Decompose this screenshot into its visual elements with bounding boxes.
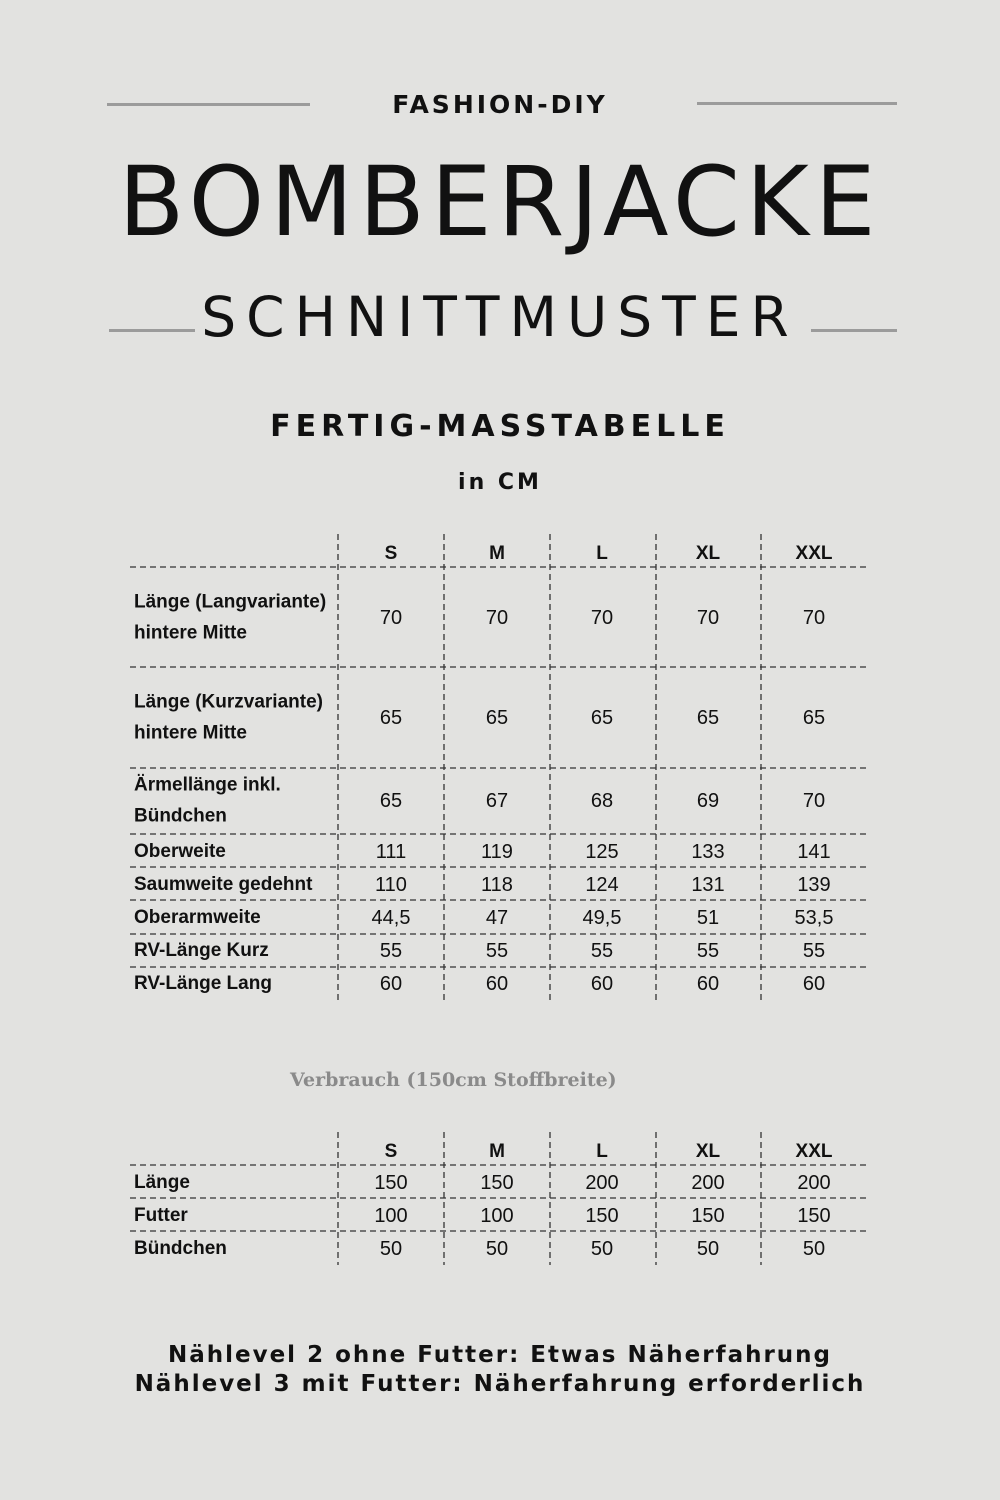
sewing-level-line-2: Nählevel 3 mit Futter: Näherfahrung erforderlich — [134, 1371, 866, 1397]
cell-value: 150 — [797, 1205, 831, 1227]
cell-value: 50 — [590, 1238, 614, 1260]
cell-value: 65 — [485, 707, 509, 729]
cell-value: 200 — [797, 1172, 831, 1194]
cell-value: 70 — [696, 607, 720, 629]
cell-value: 70 — [802, 607, 826, 629]
cell-value: 69 — [696, 790, 720, 812]
cell-value: 50 — [485, 1238, 509, 1260]
cell-value: 133 — [691, 841, 725, 863]
cell-value: 65 — [802, 707, 826, 729]
cell-value: 111 — [375, 841, 407, 863]
row-label: Ärmellänge inkl. — [134, 774, 281, 796]
cell-value: 139 — [797, 874, 831, 896]
row-label: hintere Mitte — [134, 622, 247, 644]
row-label: Saumweite gedehnt — [134, 874, 313, 895]
cell-value: 60 — [696, 973, 720, 995]
cell-value: 70 — [802, 790, 826, 812]
page-subtitle: SCHNITTMUSTER — [201, 285, 799, 349]
cell-value: 55 — [802, 940, 826, 962]
size-header-l: L — [596, 1141, 608, 1162]
cell-value: 124 — [585, 874, 619, 896]
cell-value: 65 — [696, 707, 720, 729]
cell-value: 70 — [379, 607, 403, 629]
consumption-title: Verbrauch (150cm Stoffbreite) — [290, 1069, 617, 1091]
cell-value: 70 — [485, 607, 509, 629]
row-label: RV-Länge Lang — [134, 973, 272, 994]
size-header-xl: XL — [695, 543, 721, 564]
cell-value: 150 — [374, 1172, 408, 1194]
size-header-m: M — [489, 1141, 505, 1162]
cell-value: 141 — [797, 841, 831, 863]
size-header-xxl: XXL — [795, 1141, 833, 1162]
size-header-s: S — [384, 1141, 398, 1162]
cell-value: 67 — [485, 790, 509, 812]
cell-value: 70 — [590, 607, 614, 629]
size-header-l: L — [596, 543, 608, 564]
size-header-xl: XL — [695, 1141, 721, 1162]
unit-label: in CM — [458, 470, 542, 495]
cell-value: 60 — [379, 973, 403, 995]
row-label: hintere Mitte — [134, 722, 247, 744]
row-label: Bündchen — [134, 1238, 227, 1259]
cell-value: 119 — [481, 841, 513, 863]
cell-value: 65 — [590, 707, 614, 729]
row-label: Futter — [134, 1205, 188, 1226]
cell-value: 60 — [590, 973, 614, 995]
cell-value: 65 — [379, 707, 403, 729]
cell-value: 100 — [480, 1205, 514, 1227]
row-label: RV-Länge Kurz — [134, 940, 269, 961]
cell-value: 200 — [691, 1172, 725, 1194]
cell-value: 51 — [696, 907, 720, 929]
size-header-xxl: XXL — [795, 543, 833, 564]
cell-value: 68 — [590, 790, 614, 812]
row-label: Oberweite — [134, 841, 226, 862]
cell-value: 55 — [485, 940, 509, 962]
cell-value: 110 — [375, 874, 407, 896]
cell-value: 47 — [485, 907, 509, 929]
row-label: Länge (Langvariante) — [134, 591, 327, 613]
cell-value: 200 — [585, 1172, 619, 1194]
cell-value: 55 — [379, 940, 403, 962]
measurement-table-title: FERTIG-MASSTABELLE — [270, 409, 730, 444]
size-header-m: M — [489, 543, 505, 564]
cell-value: 53,5 — [794, 907, 834, 929]
cell-value: 55 — [696, 940, 720, 962]
cell-value: 150 — [585, 1205, 619, 1227]
row-label: Länge (Kurzvariante) — [134, 691, 323, 713]
page-title: BOMBERJACKE — [118, 146, 882, 258]
cell-value: 50 — [802, 1238, 826, 1260]
cell-value: 65 — [379, 790, 403, 812]
cell-value: 60 — [802, 973, 826, 995]
size-header-s: S — [384, 543, 398, 564]
cell-value: 50 — [696, 1238, 720, 1260]
cell-value: 55 — [590, 940, 614, 962]
cell-value: 60 — [485, 973, 509, 995]
row-label: Länge — [134, 1172, 190, 1193]
cell-value: 118 — [481, 874, 513, 896]
cell-value: 150 — [691, 1205, 725, 1227]
row-label: Bündchen — [134, 805, 227, 827]
cell-value: 150 — [480, 1172, 514, 1194]
cell-value: 125 — [585, 841, 619, 863]
cell-value: 44,5 — [371, 907, 411, 929]
cell-value: 100 — [374, 1205, 408, 1227]
cell-value: 49,5 — [582, 907, 622, 929]
cell-value: 50 — [379, 1238, 403, 1260]
kicker-text: FASHION-DIY — [392, 90, 608, 119]
row-label: Oberarmweite — [134, 907, 261, 928]
sewing-level-line-1: Nählevel 2 ohne Futter: Etwas Näherfahrung — [167, 1342, 833, 1368]
cell-value: 131 — [691, 874, 725, 896]
